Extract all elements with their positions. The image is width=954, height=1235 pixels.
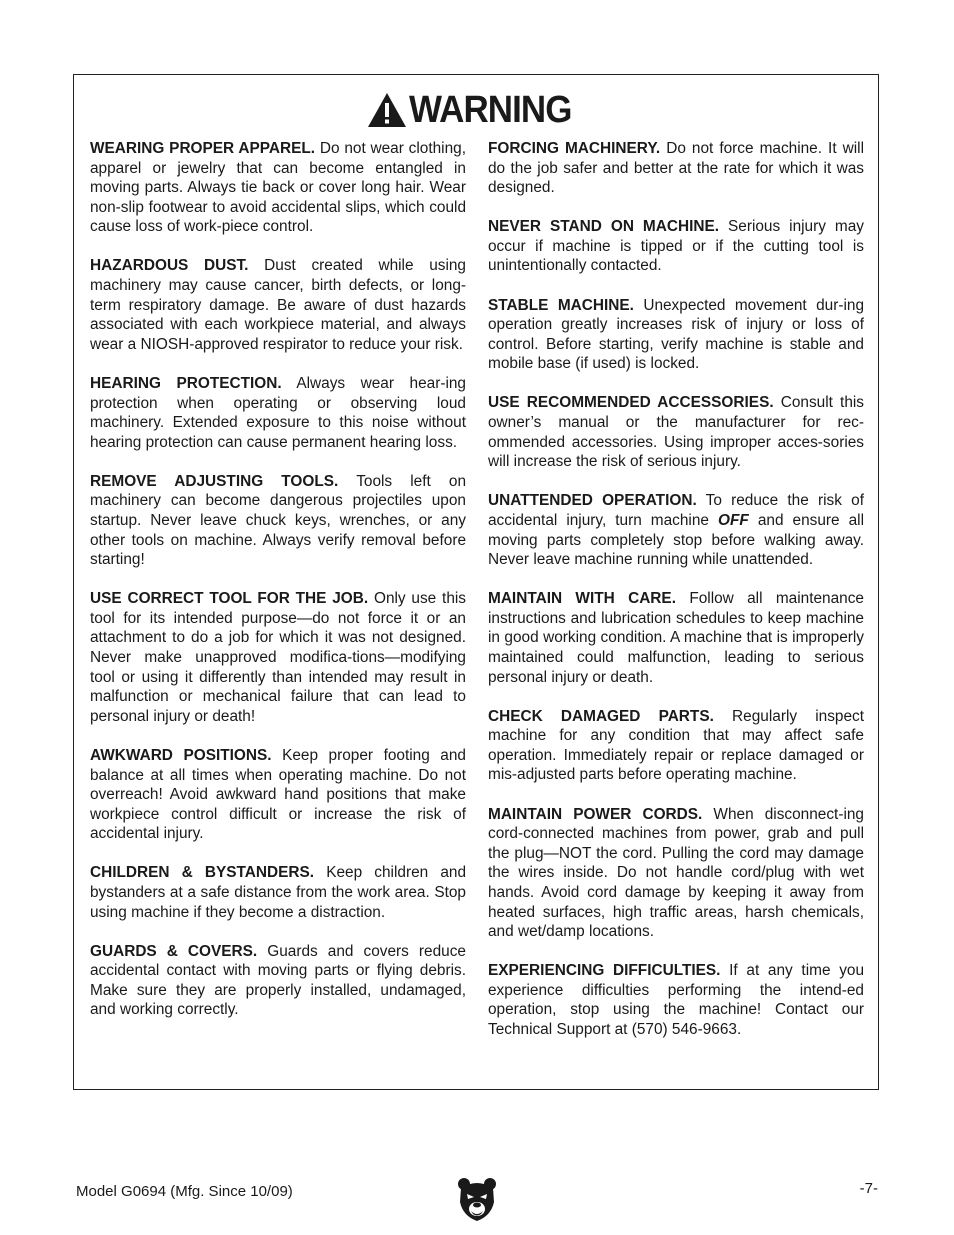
left-column [90,139,466,1040]
safety-item: MAINTAIN WITH CARE. Follow all maintenance instructions and lubrication schedules to keep machine in good working condition. A machine that is improperly maintained could malfunction, leading to serious personal injury or death. [488,590,864,686]
footer-model: Model G0694 (Mfg. Since 10/09) [76,1183,293,1200]
safety-item: FORCING MACHINERY. Do not force machine. It will do the job safer and better at the rate for which it was designed. [488,140,864,197]
safety-item: EXPERIENCING DIFFICULTIES. If at any time you experience difficulties performing the intend-ed operation, stop using the machine! Contact our Technical Support at (570) 546-9663. [488,962,865,1038]
safety-item: CHECK DAMAGED PARTS. Regularly inspect machine for any condition that may affect safe operation. Immediately repair or replace damaged or mis-adjusted parts before operating machine. [488,707,864,784]
safety-item: USE CORRECT TOOL FOR THE JOB. Only use this tool for its intended purpose—do not force it or an attachment to do a job for which it was not designed. Never make unapproved modifica-tions—modifying tool or using it differently than intended may result in malfunction or mechanical failure that can lead to personal injury or death! [90,590,466,725]
safety-item: GUARDS & COVERS. Guards and covers reduce accidental contact with moving parts or flying debris. Make sure they are properly installed, undamaged, and working correctly. [90,942,466,1019]
warning-triangle-icon [367,92,407,128]
safety-item: WEARING PROPER APPAREL. Do not wear clothing, apparel or jewelry that can become entangled in moving parts. Always tie back or cover long hair. Wear non-slip footwear to avoid accidental slips, which could cause loss of work-piece control. [90,140,466,236]
warning-header [74,89,878,131]
safety-item: MAINTAIN POWER CORDS. When disconnect-ing cord-connected machines from power, grab and pull the plug—NOT the cord. Pulling the cord may damage the wires inside. Do not handle cord/plug with wet hands. Avoid cord damage by keeping it away from heated surfaces, high traffic areas, harsh chemicals, and wet/damp locations. [488,805,864,941]
safety-item: STABLE MACHINE. Unexpected movement dur-ing operation greatly increases risk of injury or loss of control. Before starting, verify machine is stable and mobile base (if used) is locked. [488,296,865,373]
safety-item: HEARING PROTECTION. Always wear hear-ing protection when operating or observing loud machinery. Extended exposure to this noise without hearing protection can cause permanent hearing loss. [90,374,466,451]
warning-box [73,74,879,1090]
safety-item: UNATTENDED OPERATION. To reduce the risk of accidental injury, turn machine OFF and ensure all moving parts completely stop before walking away. Never leave machine running while unattended. [488,492,865,569]
safety-item: AWKWARD POSITIONS. Keep proper footing and balance at all times when operating machine. Do not overreach! Avoid awkward hand positions that make workpiece control difficult or increase the risk of accidental injury. [90,746,466,843]
safety-item: CHILDREN & BYSTANDERS. Keep children and bystanders at a safe distance from the work area. Stop using machine if they become a distraction. [90,864,467,921]
safety-item: REMOVE ADJUSTING TOOLS. Tools left on machinery can become dangerous projectiles upon startup. Never leave chuck keys, wrenches, or any other tools on machine. Always verify removal before starting! [90,472,467,569]
safety-item: HAZARDOUS DUST. Dust created while using machinery may cause cancer, birth defects, or long-term respiratory damage. Be aware of dust hazards associated with each workpiece material, and always wear a NIOSH-approved respirator to reduce your risk. [90,257,466,353]
safety-item: NEVER STAND ON MACHINE. Serious injury may occur if machine is tipped or if the cutting tool is unintentionally contacted. [488,218,864,275]
warning-title: WARNING [408,89,572,131]
safety-item: USE RECOMMENDED ACCESSORIES. Consult this owner’s manual or the manufacturer for rec-ommended accessories. Using improper acces-sories will increase the risk of serious injury. [488,394,864,471]
bear-logo-icon [457,1176,497,1222]
right-column [488,139,864,1059]
page-number: -7- [859,1180,878,1197]
